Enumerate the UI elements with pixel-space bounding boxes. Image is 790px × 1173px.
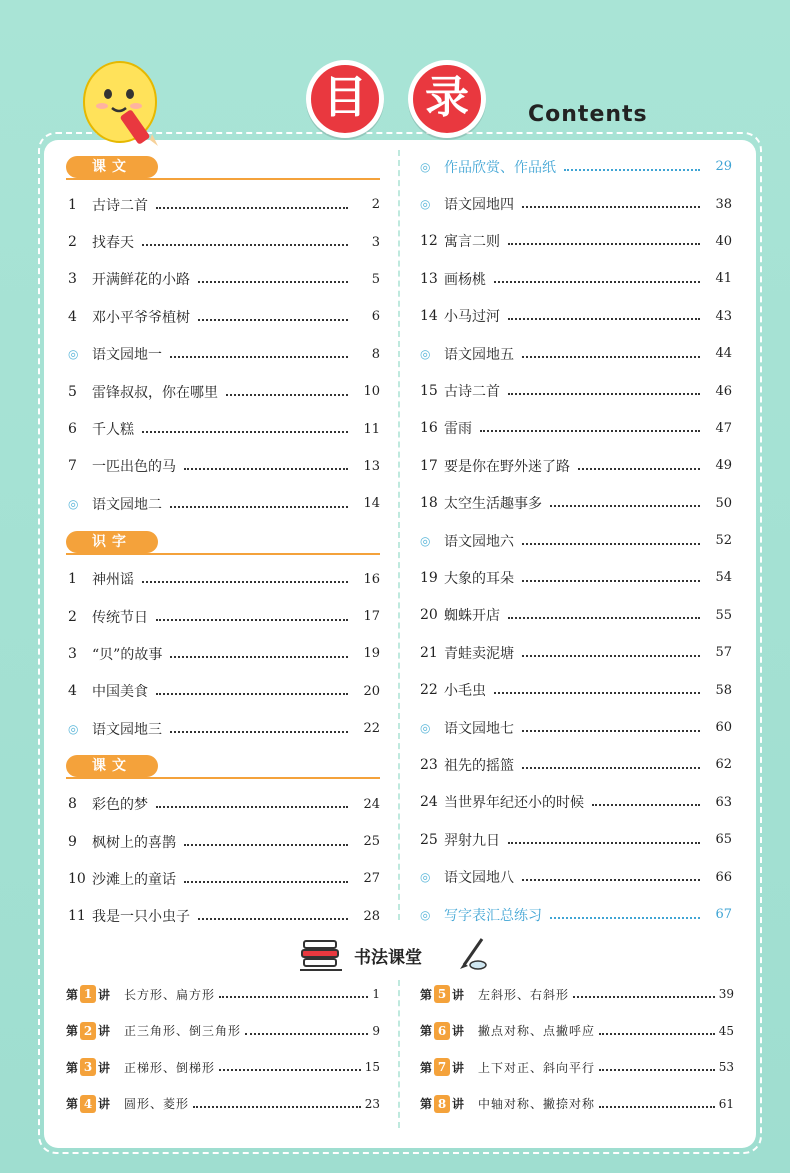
toc-entry[interactable] <box>414 746 732 783</box>
dot-leader <box>522 879 700 881</box>
toc-entry[interactable] <box>414 634 732 671</box>
toc-entry[interactable] <box>414 709 732 746</box>
entry-number: 17 <box>420 457 438 474</box>
lesson-prefix: 第 <box>420 1060 433 1075</box>
entry-title: 语文园地三 <box>92 721 162 738</box>
entry-number: 5 <box>68 383 77 400</box>
entry-number: 6 <box>68 421 77 438</box>
entry-number: 11 <box>68 908 86 925</box>
dot-leader <box>184 881 348 883</box>
dot-leader <box>142 431 348 433</box>
entry-number: 10 <box>68 870 86 887</box>
calligraphy-lesson[interactable] <box>66 1013 380 1050</box>
entry-title: 当世界年纪还小的时候 <box>444 795 584 812</box>
toc-entry[interactable] <box>62 710 380 747</box>
books-icon <box>300 937 344 973</box>
lesson-page: 15 <box>364 1060 380 1075</box>
entry-page: 11 <box>363 421 380 437</box>
dot-leader <box>156 693 348 695</box>
entry-number: ◎ <box>68 721 79 736</box>
toc-entry[interactable] <box>414 671 732 708</box>
section-header <box>62 523 380 557</box>
lesson-title: 撇点对称、点撇呼应 <box>478 1024 596 1039</box>
entry-title: 小毛虫 <box>444 683 486 700</box>
calligraphy-divider <box>398 980 400 1128</box>
dot-leader <box>508 243 700 245</box>
lesson-number: 7 <box>434 1058 450 1076</box>
lesson-suffix: 讲 <box>452 987 465 1002</box>
entry-page: 29 <box>715 159 732 175</box>
entry-number: ◎ <box>420 533 431 548</box>
entry-title: 语文园地六 <box>444 533 514 550</box>
toc-entry[interactable] <box>62 448 380 485</box>
dot-leader <box>193 1106 361 1108</box>
entry-page: 3 <box>371 234 380 250</box>
toc-entry[interactable] <box>414 858 732 895</box>
toc-left-column <box>62 148 380 935</box>
dot-leader <box>219 996 368 998</box>
dot-leader <box>494 692 700 694</box>
toc-entry[interactable] <box>414 485 732 522</box>
lesson-page: 53 <box>718 1060 734 1075</box>
dot-leader <box>198 918 348 920</box>
lesson-prefix: 第 <box>66 987 79 1002</box>
lesson-suffix: 讲 <box>98 1097 111 1112</box>
lesson-prefix: 第 <box>66 1060 79 1075</box>
entry-title: 作品欣赏、作品纸 <box>444 159 556 176</box>
entry-page: 20 <box>363 683 380 699</box>
entry-title: 传统节日 <box>92 609 148 626</box>
toc-entry[interactable] <box>414 372 732 409</box>
dot-leader <box>156 207 348 209</box>
dot-leader <box>508 318 700 320</box>
entry-title: 找春天 <box>92 235 134 252</box>
entry-title: 大象的耳朵 <box>444 570 514 587</box>
dot-leader <box>170 506 348 508</box>
lesson-number: 5 <box>434 985 450 1003</box>
entry-title: 沙滩上的童话 <box>92 871 176 888</box>
entry-number: 4 <box>68 683 77 700</box>
dot-leader <box>494 281 700 283</box>
entry-page: 47 <box>715 420 732 436</box>
title-char-1: 目 <box>306 60 384 138</box>
calligraphy-left-column <box>66 976 380 1122</box>
entry-page: 38 <box>715 196 732 212</box>
dot-leader <box>522 730 700 732</box>
dot-leader <box>184 844 348 846</box>
entry-page: 6 <box>371 309 380 325</box>
calligraphy-lesson[interactable] <box>420 1049 734 1086</box>
section-underline <box>66 777 380 779</box>
entry-page: 46 <box>715 383 732 399</box>
entry-title: 画杨桃 <box>444 271 486 288</box>
entry-title: 开满鲜花的小路 <box>92 272 190 289</box>
entry-page: 63 <box>715 794 732 810</box>
lesson-title: 上下对正、斜向平行 <box>478 1060 596 1075</box>
entry-title: 语文园地八 <box>444 870 514 887</box>
lesson-page: 23 <box>364 1096 380 1111</box>
entry-title: 雷雨 <box>444 421 472 438</box>
lesson-number: 1 <box>80 985 96 1003</box>
lesson-number: 4 <box>80 1095 96 1113</box>
entry-number: 22 <box>420 682 438 699</box>
dot-leader <box>142 581 348 583</box>
dot-leader <box>480 430 700 432</box>
entry-number: 20 <box>420 607 438 624</box>
entry-page: 62 <box>715 757 732 773</box>
entry-page: 8 <box>371 346 380 362</box>
dot-leader <box>522 356 700 358</box>
lesson-number: 2 <box>80 1022 96 1040</box>
entry-title: 太空生活趣事多 <box>444 496 542 513</box>
toc-entry[interactable] <box>62 298 380 335</box>
dot-leader <box>156 619 348 621</box>
lesson-title: 长方形、扁方形 <box>124 987 216 1002</box>
toc-entry[interactable] <box>62 261 380 298</box>
dot-leader <box>573 996 715 998</box>
entry-page: 55 <box>715 607 732 623</box>
entry-number: 8 <box>68 796 77 813</box>
entry-title: 神州谣 <box>92 572 134 589</box>
section-header <box>62 148 380 182</box>
lesson-title: 圆形、菱形 <box>124 1097 190 1112</box>
dot-leader <box>184 468 348 470</box>
entry-title: 寓言二则 <box>444 234 500 251</box>
toc-entry[interactable] <box>62 223 380 260</box>
entry-title: 枫树上的喜鹊 <box>92 834 176 851</box>
dot-leader <box>522 206 700 208</box>
toc-entry[interactable] <box>62 673 380 710</box>
entry-number: 25 <box>420 831 438 848</box>
entry-number: ◎ <box>420 159 431 174</box>
lesson-suffix: 讲 <box>98 1060 111 1075</box>
entry-title: 语文园地五 <box>444 346 514 363</box>
dot-leader <box>592 804 700 806</box>
entry-page: 13 <box>363 458 380 474</box>
contents-subtitle: Contents <box>528 102 648 127</box>
entry-page: 54 <box>715 570 732 586</box>
toc-entry[interactable] <box>414 298 732 335</box>
dot-leader <box>142 244 348 246</box>
entry-title: 要是你在野外迷了路 <box>444 458 570 475</box>
column-divider <box>398 150 400 920</box>
dot-leader <box>219 1069 361 1071</box>
entry-title: 彩色的梦 <box>92 797 148 814</box>
entry-title: 古诗二首 <box>444 384 500 401</box>
section-tag: 课文 <box>66 755 158 777</box>
dot-leader <box>226 394 348 396</box>
dot-leader <box>522 543 700 545</box>
entry-title: 写字表汇总练习 <box>444 907 542 924</box>
calligraphy-lesson[interactable] <box>66 976 380 1013</box>
entry-number: 7 <box>68 458 77 475</box>
lesson-page: 61 <box>718 1096 734 1111</box>
toc-entry[interactable] <box>414 335 732 372</box>
entry-page: 66 <box>715 869 732 885</box>
dot-leader <box>508 842 700 844</box>
toc-entry[interactable] <box>414 559 732 596</box>
section-underline <box>66 553 380 555</box>
entry-page: 19 <box>363 646 380 662</box>
lesson-title: 正三角形、倒三角形 <box>124 1024 242 1039</box>
entry-title: 小马过河 <box>444 309 500 326</box>
entry-title: 千人糕 <box>92 422 134 439</box>
entry-number: 16 <box>420 420 438 437</box>
entry-page: 10 <box>363 384 380 400</box>
lesson-suffix: 讲 <box>452 1060 465 1075</box>
dot-leader <box>170 356 348 358</box>
dot-leader <box>522 767 700 769</box>
toc-entry[interactable] <box>414 597 732 634</box>
toc-entry[interactable] <box>414 410 732 447</box>
entry-page: 43 <box>715 308 732 324</box>
entry-number: 4 <box>68 308 77 325</box>
entry-title: 古诗二首 <box>92 197 148 214</box>
dot-leader <box>170 656 348 658</box>
entry-title: 邓小平爷爷植树 <box>92 309 190 326</box>
toc-entry[interactable] <box>62 336 380 373</box>
entry-number: 3 <box>68 271 77 288</box>
section-tag: 课文 <box>66 156 158 178</box>
mascot-icon <box>78 52 168 148</box>
dot-leader <box>550 917 700 919</box>
toc-entry[interactable] <box>414 522 732 559</box>
entry-page: 2 <box>371 197 380 213</box>
calligraphy-lesson[interactable] <box>420 1013 734 1050</box>
toc-entry[interactable] <box>62 823 380 860</box>
calligraphy-lesson[interactable] <box>420 1086 734 1123</box>
toc-entry[interactable] <box>414 148 732 185</box>
lesson-page: 45 <box>718 1023 734 1038</box>
toc-entry[interactable] <box>62 635 380 672</box>
lesson-number: 3 <box>80 1058 96 1076</box>
entry-title: 中国美食 <box>92 684 148 701</box>
lesson-prefix: 第 <box>420 1097 433 1112</box>
dot-leader <box>522 655 700 657</box>
entry-number: 18 <box>420 495 438 512</box>
lesson-prefix: 第 <box>66 1024 79 1039</box>
entry-page: 67 <box>715 907 732 922</box>
dot-leader <box>599 1069 715 1071</box>
entry-title: “贝”的故事 <box>92 646 163 663</box>
entry-page: 49 <box>715 458 732 474</box>
toc-entry[interactable] <box>62 373 380 410</box>
entry-page: 27 <box>363 871 380 887</box>
entry-title: 我是一只小虫子 <box>92 909 190 926</box>
section-header <box>62 747 380 781</box>
lesson-page: 1 <box>372 987 380 1002</box>
dot-leader <box>599 1033 715 1035</box>
lesson-suffix: 讲 <box>98 987 111 1002</box>
toc-entry[interactable] <box>62 561 380 598</box>
entry-number: ◎ <box>420 907 431 922</box>
calligraphy-right-column <box>420 976 734 1122</box>
calligraphy-lesson[interactable] <box>66 1049 380 1086</box>
entry-page: 28 <box>363 908 380 924</box>
entry-title: 蜘蛛开店 <box>444 608 500 625</box>
entry-number: 12 <box>420 233 438 250</box>
toc-entry[interactable] <box>62 860 380 897</box>
toc-right-column <box>414 148 732 933</box>
entry-title: 雷锋叔叔，你在哪里 <box>92 384 218 401</box>
entry-page: 24 <box>363 796 380 812</box>
entry-number: 2 <box>68 608 77 625</box>
entry-title: 一匹出色的马 <box>92 459 176 476</box>
entry-number: 13 <box>420 270 438 287</box>
toc-entry[interactable] <box>414 896 732 933</box>
entry-number: 23 <box>420 756 438 773</box>
entry-title: 羿射九日 <box>444 832 500 849</box>
toc-entry[interactable] <box>414 821 732 858</box>
entry-page: 41 <box>715 271 732 287</box>
entry-number: 15 <box>420 383 438 400</box>
entry-page: 52 <box>715 533 732 549</box>
lesson-title: 中轴对称、撇捺对称 <box>478 1097 596 1112</box>
toc-entry[interactable] <box>414 447 732 484</box>
dot-leader <box>564 169 700 171</box>
toc-entry[interactable] <box>62 898 380 935</box>
dot-leader <box>508 617 700 619</box>
lesson-prefix: 第 <box>420 1024 433 1039</box>
toc-entry[interactable] <box>414 223 732 260</box>
entry-number: 14 <box>420 308 438 325</box>
entry-title: 祖先的摇篮 <box>444 757 514 774</box>
dot-leader <box>170 731 348 733</box>
section-underline <box>66 178 380 180</box>
entry-title: 语文园地四 <box>444 197 514 214</box>
entry-page: 60 <box>715 720 732 736</box>
entry-page: 17 <box>363 609 380 625</box>
dot-leader <box>198 319 348 321</box>
calligraphy-lesson[interactable] <box>420 976 734 1013</box>
entry-number: ◎ <box>68 347 79 362</box>
toc-entry[interactable] <box>62 785 380 822</box>
lesson-page: 9 <box>372 1023 380 1038</box>
calligraphy-heading <box>296 935 496 975</box>
lesson-prefix: 第 <box>420 987 433 1002</box>
lesson-number: 6 <box>434 1022 450 1040</box>
entry-page: 22 <box>363 721 380 737</box>
dot-leader <box>599 1106 715 1108</box>
lesson-suffix: 讲 <box>452 1097 465 1112</box>
toc-entry[interactable] <box>414 185 732 222</box>
title-char-2: 录 <box>408 60 486 138</box>
entry-page: 58 <box>715 682 732 698</box>
entry-title: 语文园地七 <box>444 720 514 737</box>
entry-number: ◎ <box>420 720 431 735</box>
dot-leader <box>522 580 700 582</box>
brush-icon <box>456 935 490 971</box>
entry-number: ◎ <box>68 496 79 511</box>
entry-page: 44 <box>715 346 732 362</box>
entry-number: 19 <box>420 569 438 586</box>
lesson-suffix: 讲 <box>452 1024 465 1039</box>
toc-entry[interactable] <box>414 784 732 821</box>
dot-leader <box>156 806 348 808</box>
entry-number: 24 <box>420 794 438 811</box>
entry-page: 50 <box>715 495 732 511</box>
entry-number: 21 <box>420 644 438 661</box>
toc-entry[interactable] <box>62 598 380 635</box>
toc-entry[interactable] <box>414 260 732 297</box>
entry-number: 3 <box>68 645 77 662</box>
entry-number: 1 <box>68 196 77 213</box>
dot-leader <box>508 393 700 395</box>
entry-title: 语文园地一 <box>92 347 162 364</box>
toc-entry[interactable] <box>62 485 380 522</box>
toc-entry[interactable] <box>62 410 380 447</box>
entry-number: ◎ <box>420 870 431 885</box>
entry-page: 40 <box>715 233 732 249</box>
lesson-number: 8 <box>434 1095 450 1113</box>
entry-page: 57 <box>715 645 732 661</box>
entry-number: ◎ <box>420 197 431 212</box>
dot-leader <box>578 468 700 470</box>
calligraphy-lesson[interactable] <box>66 1086 380 1123</box>
entry-page: 65 <box>715 832 732 848</box>
lesson-title: 左斜形、右斜形 <box>478 987 570 1002</box>
entry-number: 9 <box>68 833 77 850</box>
entry-title: 青蛙卖泥塘 <box>444 645 514 662</box>
entry-number: ◎ <box>420 346 431 361</box>
section-tag: 识字 <box>66 531 158 553</box>
calligraphy-title: 书法课堂 <box>354 948 422 968</box>
entry-number: 1 <box>68 571 77 588</box>
lesson-prefix: 第 <box>66 1097 79 1112</box>
entry-page: 25 <box>363 834 380 850</box>
lesson-page: 39 <box>718 987 734 1002</box>
entry-page: 16 <box>363 571 380 587</box>
dot-leader <box>550 505 700 507</box>
lesson-title: 正梯形、倒梯形 <box>124 1060 216 1075</box>
dot-leader <box>198 281 348 283</box>
entry-number: 2 <box>68 234 77 251</box>
toc-entry[interactable] <box>62 186 380 223</box>
entry-page: 14 <box>363 496 380 512</box>
dot-leader <box>245 1033 368 1035</box>
lesson-suffix: 讲 <box>98 1024 111 1039</box>
entry-title: 语文园地二 <box>92 496 162 513</box>
entry-page: 5 <box>371 271 380 287</box>
